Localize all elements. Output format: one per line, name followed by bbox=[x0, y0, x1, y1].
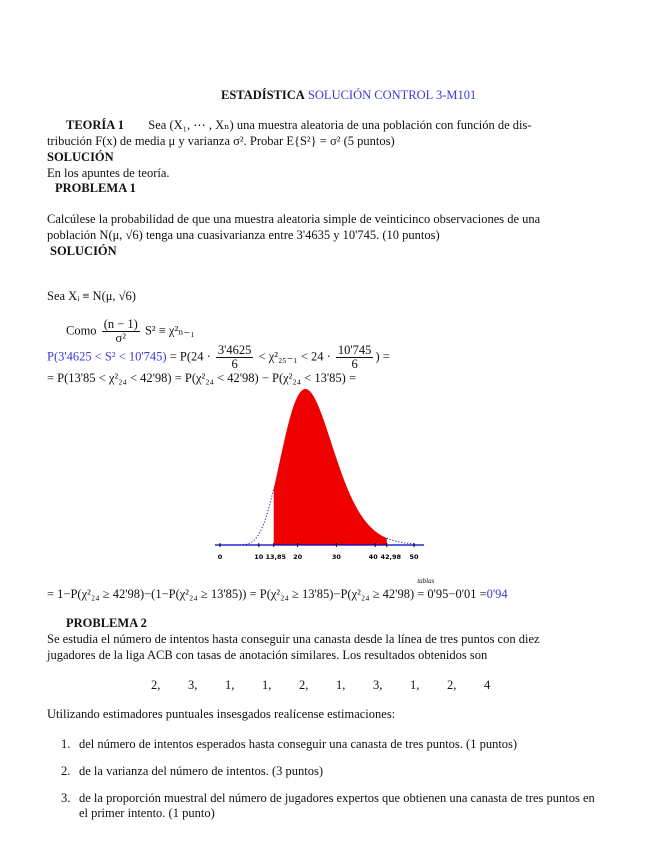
equation-1-frac-1 bbox=[216, 344, 254, 371]
problema2-text-1: Se estudia el número de intentos hasta conseguir una canasta desde la línea de tres puntos con diez bbox=[47, 632, 540, 646]
problema2-label: PROBLEMA 2 bbox=[66, 616, 147, 630]
teoria-text-1: Sea (X₁, ⋯ , Xₙ) una muestra aleatoria de una población con función de dis- bbox=[148, 118, 532, 132]
como-fraction bbox=[102, 318, 140, 345]
x-tick-label: 13,85 bbox=[265, 553, 287, 561]
problema2-list bbox=[47, 737, 595, 831]
equation-1-b: < χ²₂₅₋₁ < 24 · bbox=[255, 349, 334, 364]
equation-1-frac-1-den: 6 bbox=[231, 357, 238, 371]
equation-1-prob: P(3'4625 < S² < 10'745) bbox=[47, 349, 167, 364]
x-tick-label: 42,98 bbox=[380, 553, 402, 561]
exam-title: SOLUCIÓN CONTROL 3-M101 bbox=[307, 88, 477, 102]
como-line bbox=[66, 318, 195, 345]
page-title bbox=[221, 88, 476, 103]
list-item-number: 3. bbox=[61, 791, 71, 805]
data-value: 1, bbox=[262, 678, 272, 692]
equation-1-frac-2-num: 10'745 bbox=[337, 343, 372, 357]
right-tail-curve bbox=[387, 538, 414, 544]
teoria-text-2: tribución F(x) de media μ y varianza σ². Probar E{S²} = σ² (5 puntos) bbox=[47, 134, 395, 148]
equation-1-frac-2 bbox=[336, 344, 374, 371]
equation-2: = P(13'85 < χ²₂₄ < 42'98) = P(χ²₂₄ < 42'98) − P(χ²₂₄ < 13'85) = bbox=[47, 371, 357, 385]
como-fraction-num: (n − 1) bbox=[103, 317, 138, 331]
data-values-row bbox=[151, 678, 521, 693]
result-line: = 1−P(χ²₂₄ ≥ 42'98)−(1−P(χ²₂₄ ≥ 13'85)) = P(χ²₂₄ ≥ 13'85)−P(χ²₂₄ ≥ 42'98) tablas = 0'95−0'01 =0'94 bbox=[47, 577, 508, 601]
list-item-number: 1. bbox=[61, 737, 71, 751]
teoria-solucion-text: En los apuntes de teoría. bbox=[47, 166, 170, 180]
list-item bbox=[47, 764, 595, 779]
x-tick-label: 20 bbox=[293, 553, 303, 561]
result-final: 0'94 bbox=[486, 587, 508, 601]
list-item-text: del número de intentos esperados hasta conseguir una canasta de tres puntos. (1 puntos) bbox=[79, 737, 518, 751]
list-item-text: de la varianza del número de intentos. (3 puntos) bbox=[79, 764, 324, 778]
equation-1-a: = P(24 · bbox=[166, 349, 214, 364]
list-item-number: 2. bbox=[61, 764, 71, 778]
problema1-label: PROBLEMA 1 bbox=[55, 181, 136, 195]
data-value: 2, bbox=[151, 678, 161, 692]
problema1-text-1: Calcúlese la probabilidad de que una muestra aleatoria simple de veinticinco observaciones de una bbox=[47, 212, 541, 226]
chi-square-chart bbox=[0, 382, 655, 572]
como-rest: S² ≡ χ²ₙ₋₁ bbox=[144, 323, 195, 338]
teoria-label: TEORÍA 1 bbox=[66, 118, 125, 132]
x-tick-label: 0 bbox=[217, 553, 223, 561]
shaded-area bbox=[274, 389, 387, 545]
data-value: 3, bbox=[188, 678, 198, 692]
subject-title: ESTADÍSTICA bbox=[221, 88, 305, 102]
data-value: 1, bbox=[410, 678, 420, 692]
teoria-solucion-label: SOLUCIÓN bbox=[47, 150, 114, 164]
data-value: 1, bbox=[225, 678, 235, 692]
result-line-b: = 0'95−0'01 = bbox=[417, 587, 487, 601]
data-value: 4 bbox=[484, 678, 491, 692]
equation-1-frac-1-num: 3'4625 bbox=[217, 343, 252, 357]
como-word: Como bbox=[66, 323, 97, 338]
equation-1-frac-2-den: 6 bbox=[351, 357, 358, 371]
problema1-text-2: población N(μ, √6) tenga una cuasivarianza entre 3'4635 y 10'745. (10 puntos) bbox=[47, 228, 440, 242]
data-value: 2, bbox=[447, 678, 457, 692]
equation-1-c: ) = bbox=[375, 349, 390, 364]
left-tail-curve bbox=[228, 489, 274, 545]
x-tick-label: 50 bbox=[409, 553, 419, 561]
list-item bbox=[47, 791, 595, 821]
teoria-line-1 bbox=[66, 118, 532, 133]
problema1-solucion-label: SOLUCIÓN bbox=[50, 244, 117, 258]
data-value: 3, bbox=[373, 678, 383, 692]
x-tick-label: 30 bbox=[331, 553, 341, 561]
x-tick-label: 10 bbox=[254, 553, 264, 561]
list-item-text: de la proporción muestral del número de jugadores expertos que obtienen una canasta de tres puntos en el primer intento. (1 punto) bbox=[79, 791, 595, 820]
x-tick-label: 40 bbox=[368, 553, 378, 561]
problema2-text-2: jugadores de la liga ACB con tasas de anotación similares. Los resultados obtenidos son bbox=[47, 648, 488, 662]
equation-1 bbox=[47, 344, 390, 371]
como-fraction-den: σ² bbox=[115, 331, 126, 345]
data-value: 2, bbox=[299, 678, 309, 692]
problema2-intro: Utilizando estimadores puntuales insesgados realícense estimaciones: bbox=[47, 707, 396, 721]
data-value: 1, bbox=[336, 678, 346, 692]
sea-line: Sea Xᵢ ≡ N(μ, √6) bbox=[47, 289, 136, 303]
list-item bbox=[47, 737, 595, 752]
result-line-a: = 1−P(χ²₂₄ ≥ 42'98)−(1−P(χ²₂₄ ≥ 13'85)) = P(χ²₂₄ ≥ 13'85)−P(χ²₂₄ ≥ 42'98) bbox=[47, 587, 415, 601]
